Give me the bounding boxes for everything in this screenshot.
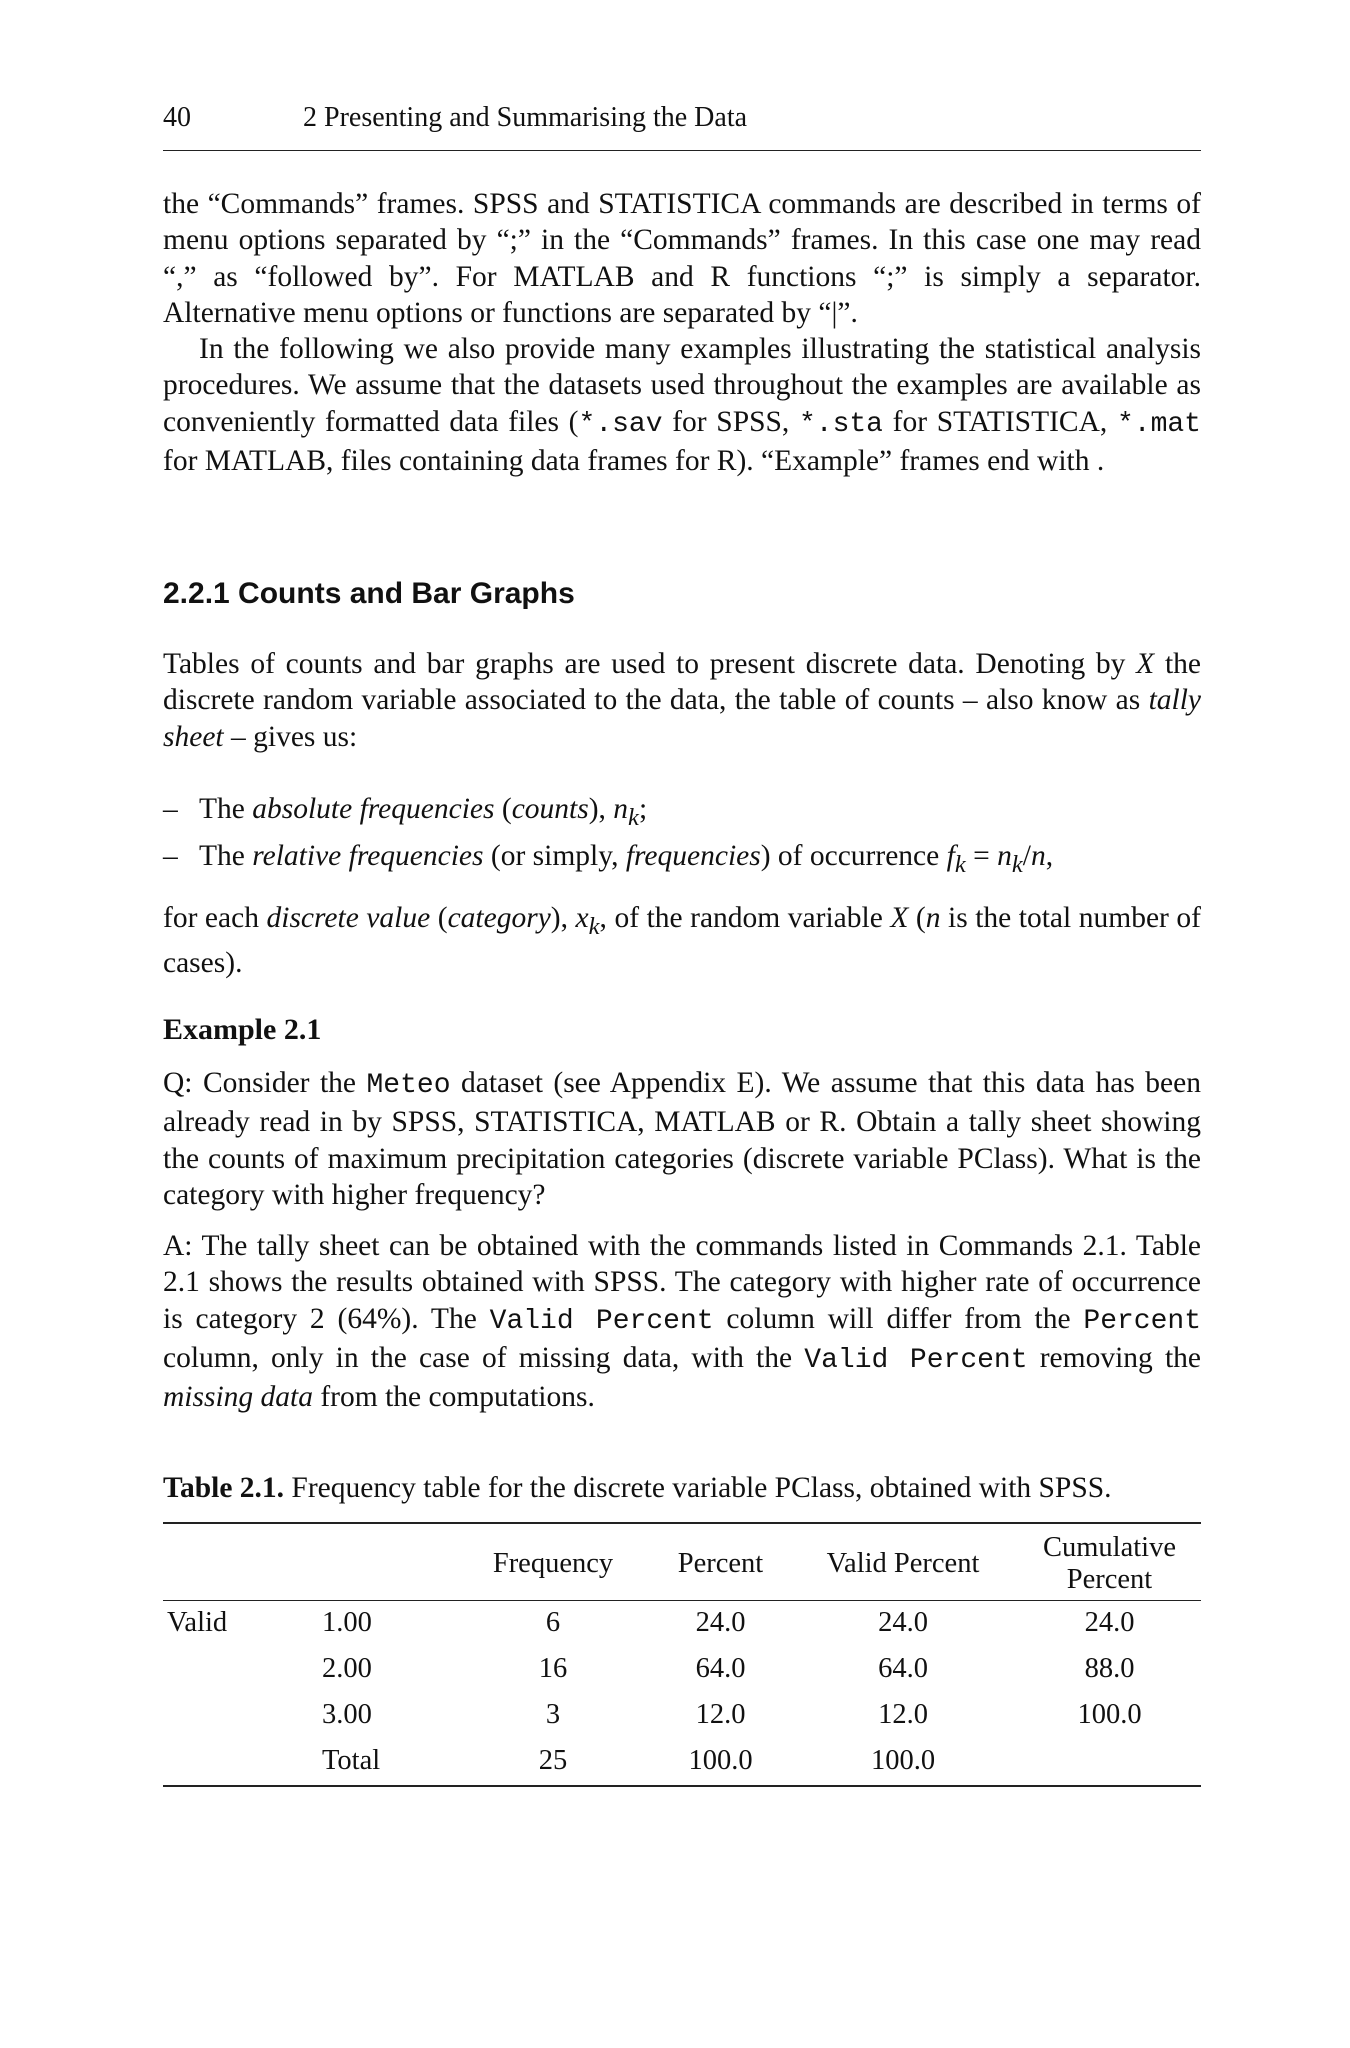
table-cell: 3 bbox=[545, 1699, 561, 1730]
table-row bbox=[163, 1693, 1201, 1739]
table-cell: 24.0 bbox=[878, 1607, 928, 1638]
table-header-cell: Frequency bbox=[453, 1523, 653, 1601]
example-question: Q: Consider the Meteo dataset (see Appendix E). We assume that this data has been already read in by SPSS, STATISTICA, MATLAB or R. Obtain a tally sheet showing the counts of maximum precipitation categories (discrete variable PClass). What is the category with higher frequency? bbox=[163, 1067, 1201, 1211]
table-row bbox=[163, 1601, 1201, 1648]
table-cell: 64.0 bbox=[695, 1653, 746, 1684]
table-header-cell bbox=[163, 1523, 318, 1601]
table-cell: 64.0 bbox=[878, 1653, 928, 1684]
frequency-list bbox=[163, 790, 1201, 884]
code-sav: *.sav bbox=[578, 408, 663, 440]
list-item-absolute: – The absolute frequencies (counts), $n_k$; bbox=[163, 793, 648, 831]
table-cell: 12.0 bbox=[878, 1699, 928, 1730]
page bbox=[163, 0, 1201, 2048]
table-header-cell bbox=[318, 1523, 453, 1601]
table-cell: 6 bbox=[545, 1607, 561, 1638]
table-cell: Total bbox=[322, 1745, 381, 1776]
table-header-cell: Percent bbox=[653, 1523, 788, 1601]
table-row bbox=[163, 1739, 1201, 1786]
intro-paragraph-2: In the following we also provide many examples illustrating the statistical analysis procedures. We assume that the datasets used throughout the examples are available as conveniently formatted data files (*.sav for SPSS, *.sta for STATISTICA, *.mat for MATLAB, files containing data frames for R). “Example” frames end with . bbox=[163, 333, 1201, 477]
table-cell: 24.0 bbox=[1084, 1607, 1135, 1638]
table-cell: 100.0 bbox=[870, 1745, 936, 1776]
example-answer: A: The tally sheet can be obtained with the commands listed in Commands 2.1. Table 2.1 shows the results obtained with SPSS. The category with higher rate of occurrence is category 2 (64%). The Valid Percent column will differ from the Percent column, only in the case of missing data, with the Valid Percent removing the missing data from the computations. bbox=[163, 1230, 1202, 1414]
frequency-table bbox=[163, 1522, 1201, 1787]
table-cell: 12.0 bbox=[695, 1699, 746, 1730]
list-item-relative: – The relative frequencies (or simply, frequencies) of occurrence $f_k = n_k/n$, bbox=[163, 839, 1054, 878]
table-cell: 88.0 bbox=[1084, 1653, 1135, 1684]
code-sta: *.sta bbox=[798, 408, 883, 440]
table-cell bbox=[163, 1647, 318, 1693]
example-heading: Example 2.1 bbox=[163, 1013, 322, 1046]
table-cell: 16 bbox=[538, 1653, 568, 1684]
table-cell: 2.00 bbox=[322, 1653, 372, 1684]
code-meteo: Meteo bbox=[366, 1070, 451, 1101]
section-heading: 2.2.1 Counts and Bar Graphs bbox=[163, 577, 575, 610]
table-cell: Valid bbox=[167, 1607, 228, 1638]
table-cell bbox=[163, 1739, 318, 1786]
table-header-cell: Cumulative Percent bbox=[1018, 1523, 1201, 1601]
code-mat: *.mat bbox=[1116, 408, 1201, 440]
table-row bbox=[163, 1647, 1201, 1693]
table-cell: 3.00 bbox=[322, 1699, 372, 1730]
running-head bbox=[163, 96, 1201, 151]
table-header-cell: Valid Percent bbox=[788, 1523, 1018, 1601]
table-header-row bbox=[163, 1523, 1201, 1601]
intro-paragraph-1: the “Commands” frames. SPSS and STATISTICA commands are described in terms of menu options separated by “;” in the “Commands” frames. In this case one may read “,” as “followed by”. For MATLAB and R functions “;” is simply a separator. Alternative menu options or functions are separated by “|”. bbox=[163, 188, 1201, 329]
section-paragraph-1: Tables of counts and bar graphs are used to present discrete data. Denoting by X the discrete random variable associated to the data, the table of counts – also know as tally sheet – gives us: bbox=[163, 648, 1201, 753]
table-cell: 100.0 bbox=[1077, 1699, 1142, 1730]
table-cell: 1.00 bbox=[322, 1607, 372, 1638]
table-cell bbox=[1018, 1739, 1201, 1786]
running-title: 2 Presenting and Summarising the Data bbox=[303, 102, 748, 133]
section-paragraph-2: for each discrete value (category), $x_k$, of the random variable X (n is the total number of cases). bbox=[163, 902, 1201, 980]
table-caption: Table 2.1. Frequency table for the discrete variable PClass, obtained with SPSS. bbox=[163, 1472, 1112, 1504]
table-cell bbox=[163, 1693, 318, 1739]
table-cell: 25 bbox=[538, 1745, 568, 1776]
page-number: 40 bbox=[163, 102, 191, 133]
table-cell: 24.0 bbox=[695, 1607, 746, 1638]
table-cell: 100.0 bbox=[688, 1745, 753, 1776]
